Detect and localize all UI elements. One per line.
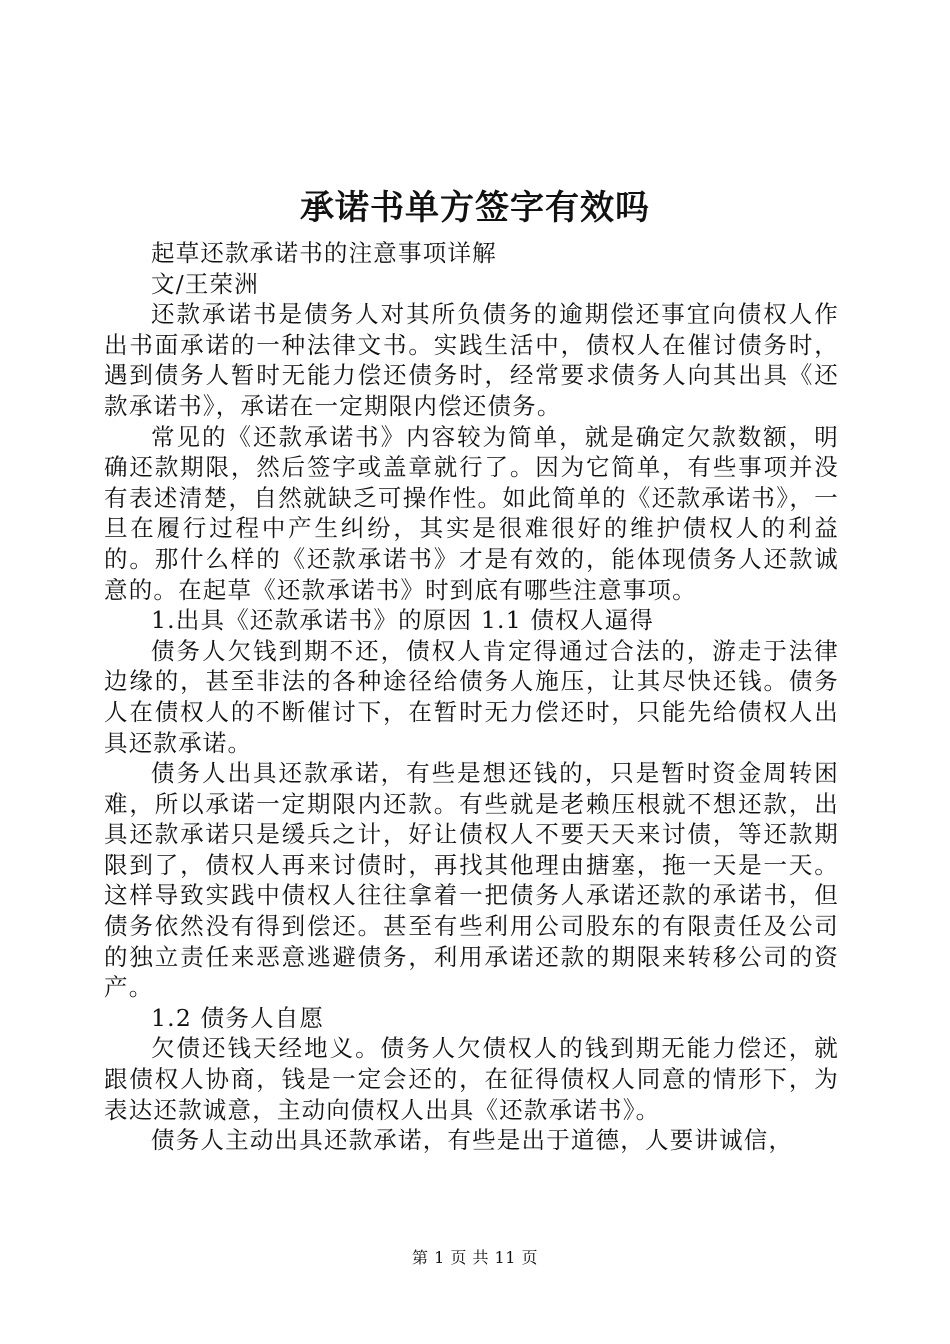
paragraph: 债务人欠钱到期不还，债权人肯定得通过合法的，游走于法律边缘的，甚至非法的各种途径给债务人施压，让其尽快还钱。债务人在债权人的不断催讨下，在暂时无力偿还时，只能先给债权人出具还款承诺。 [104,636,839,757]
author-line: 文/王荣洲 [151,269,259,298]
paragraph: 债务人出具还款承诺，有些是想还钱的，只是暂时资金周转困难，所以承诺一定期限内还款。有些就是老赖压根就不想还款，出具还款承诺只是缓兵之计，好让债权人不要天天来讨债，等还款期限到了，债权人再来讨债时，再找其他理由搪塞，拖一天是一天。这样导致实践中债权人往往拿着一把债务人承诺还款的承诺书，但债务依然没有得到偿还。甚至有些利用公司股东的有限责任及公司的独立责任来恶意逃避债务，利用承诺还款的期限来转移公司的资产。 [104,759,839,1002]
page-footer: 第 1 页 共 11 页 [412,1248,538,1267]
document-body [104,238,839,1156]
paragraph: 还款承诺书是债务人对其所负债务的逾期偿还事宜向债权人作出书面承诺的一种法律文书。实践生活中，债权人在催讨债务时，遇到债务人暂时无能力偿还债务时，经常要求债务人向其出具《还款承诺书》，承诺在一定期限内偿还债务。 [104,300,839,420]
section-heading: 1.出具《还款承诺书》的原因 1.1 债权人逼得 [151,606,655,635]
page-title: 承诺书单方签字有效吗 [300,188,650,228]
subtitle: 起草还款承诺书的注意事项详解 [151,239,497,267]
paragraph: 常见的《还款承诺书》内容较为简单，就是确定欠款数额，明确还款期限，然后签字或盖章就行了。因为它简单，有些事项并没有表述清楚，自然就缺乏可操作性。如此简单的《还款承诺书》，一旦在履行过程中产生纠纷，其实是很难很好的维护债权人的利益的。那什么样的《还款承诺书》才是有效的，能体现债务人还款诚意的。在起草《还款承诺书》时到底有哪些注意事项。 [104,422,839,604]
paragraph: 欠债还钱天经地义。债务人欠债权人的钱到期无能力偿还，就跟债权人协商，钱是一定会还的，在征得债权人同意的情形下，为表达还款诚意，主动向债权人出具《还款承诺书》。 [104,1034,839,1124]
paragraph: 债务人主动出具还款承诺，有些是出于道德，人要讲诚信， [151,1126,794,1155]
section-heading: 1.2 债务人自愿 [151,1003,325,1032]
